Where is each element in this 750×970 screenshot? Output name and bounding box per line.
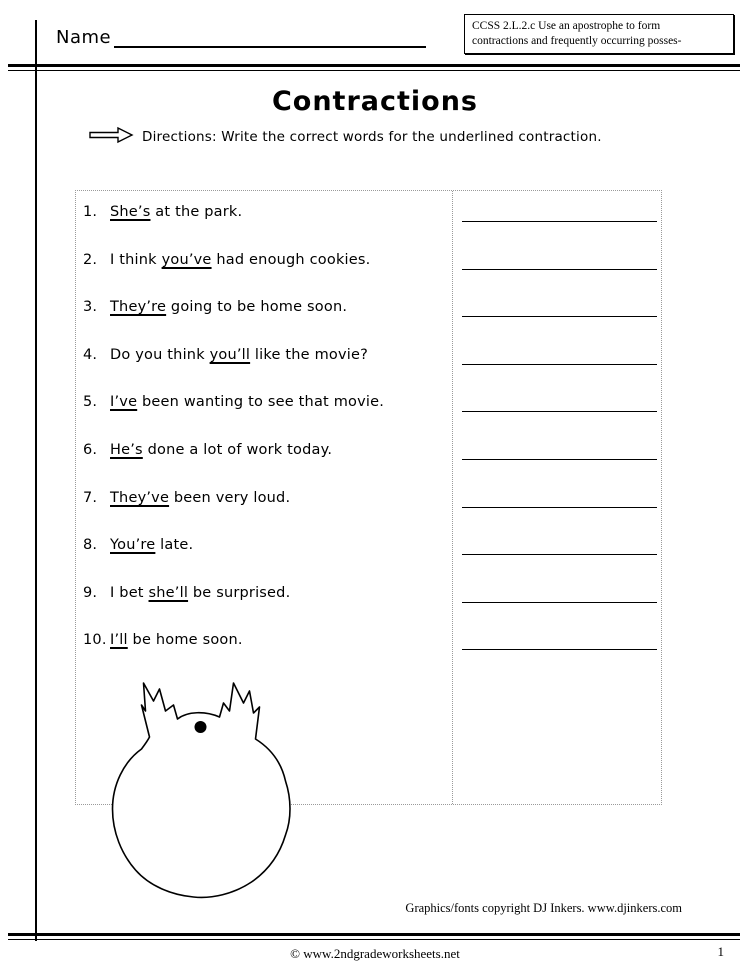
item-sentence [76, 296, 452, 344]
answer-blank-line[interactable] [462, 554, 657, 555]
left-border-rule [35, 20, 37, 941]
top-border-rule-thin [8, 70, 740, 71]
item-sentence [76, 487, 452, 535]
sentence-after-text: done a lot of work today. [142, 441, 333, 458]
sentence-after-text: been wanting to see that movie. [137, 394, 385, 411]
sentence-after-text: late. [155, 537, 194, 554]
item-sentence [76, 534, 452, 582]
answer-area [452, 487, 661, 535]
ccss-standard-box [464, 14, 734, 54]
sentence-before-text: I bet [110, 584, 149, 601]
name-label: Name [56, 27, 112, 48]
item-number: 3. [83, 299, 98, 316]
answer-blank-line[interactable] [462, 411, 657, 412]
item-sentence [76, 439, 452, 487]
answer-blank-line[interactable] [462, 649, 657, 650]
directions-arrow-icon [88, 126, 134, 148]
answer-blank-line[interactable] [462, 364, 657, 365]
worksheet-item [76, 249, 661, 297]
answer-blank-line[interactable] [462, 269, 657, 270]
sentence-before-text: I think [110, 251, 162, 268]
item-number: 7. [83, 489, 98, 506]
answer-area [452, 391, 661, 439]
underlined-contraction: She’s [110, 204, 151, 220]
sentence-before-text: Do you think [110, 346, 210, 363]
sentence-after-text: had enough cookies. [211, 251, 371, 268]
answer-area [452, 439, 661, 487]
underlined-contraction: He’s [110, 441, 143, 458]
underlined-contraction: you’ve [161, 251, 212, 268]
item-sentence [76, 249, 452, 297]
item-number: 1. [83, 204, 98, 220]
answer-blank-line[interactable] [462, 316, 657, 317]
answer-blank-line[interactable] [462, 221, 657, 222]
sentence-after-text: going to be home soon. [166, 299, 348, 316]
answer-area [452, 296, 661, 344]
item-number: 5. [83, 394, 98, 411]
bottom-border-rule-thin [8, 939, 740, 940]
ccss-line2: contractions and frequently occurring posses- [472, 35, 682, 47]
cat-outline-graphic [95, 665, 300, 905]
answer-blank-line[interactable] [462, 602, 657, 603]
underlined-contraction: she’ll [148, 584, 189, 601]
directions-text: Directions: Write the correct words for the underlined contraction. [142, 129, 602, 145]
worksheet-item [76, 534, 661, 582]
sentence-after-text: at the park. [150, 204, 243, 220]
sentence-after-text: be surprised. [188, 584, 291, 601]
item-number: 2. [83, 251, 98, 268]
worksheet-item [76, 344, 661, 392]
worksheet-item [76, 439, 661, 487]
bottom-border-rule-thick [8, 933, 740, 936]
item-number: 8. [83, 537, 98, 554]
answer-area [452, 629, 661, 677]
underlined-contraction: You’re [110, 537, 156, 554]
item-number: 10. [83, 632, 107, 649]
page-title: Contractions [271, 86, 479, 117]
item-sentence [76, 391, 452, 439]
worksheet-item [76, 391, 661, 439]
ccss-line1: CCSS 2.L.2.c Use an apostrophe to form [472, 20, 661, 32]
item-number: 9. [83, 584, 98, 601]
copyright-credit: Graphics/fonts copyright DJ Inkers. www.djinkers.com [405, 901, 682, 915]
page-number: 1 [717, 944, 724, 959]
name-row [56, 26, 426, 48]
worksheet-item [76, 201, 661, 249]
underlined-contraction: I’ve [110, 394, 138, 411]
worksheet-item [76, 296, 661, 344]
underlined-contraction: I’ll [110, 632, 128, 649]
item-sentence [76, 582, 452, 630]
top-border-rule-thick [8, 64, 740, 67]
item-sentence [76, 201, 452, 249]
worksheet-item [76, 487, 661, 535]
answer-area [452, 344, 661, 392]
sentence-after-text: like the movie? [250, 346, 369, 363]
worksheet-item [76, 582, 661, 630]
footer-website: © www.2ndgradeworksheets.net [290, 946, 460, 961]
answer-blank-line[interactable] [462, 507, 657, 508]
answer-area [452, 249, 661, 297]
sentence-after-text: been very loud. [169, 489, 291, 506]
underlined-contraction: They’re [110, 299, 167, 316]
sentence-after-text: be home soon. [127, 632, 243, 649]
underlined-contraction: They’ve [110, 489, 170, 506]
underlined-contraction: you’ll [209, 346, 251, 363]
answer-area [452, 582, 661, 630]
cat-nose-dot [195, 721, 207, 733]
item-number: 4. [83, 346, 98, 363]
answer-area [452, 201, 661, 249]
item-number: 6. [83, 441, 98, 458]
name-blank-line[interactable] [114, 26, 426, 48]
answer-area [452, 534, 661, 582]
item-sentence [76, 344, 452, 392]
answer-blank-line[interactable] [462, 459, 657, 460]
directions-row [88, 126, 602, 148]
items-list [76, 201, 661, 677]
